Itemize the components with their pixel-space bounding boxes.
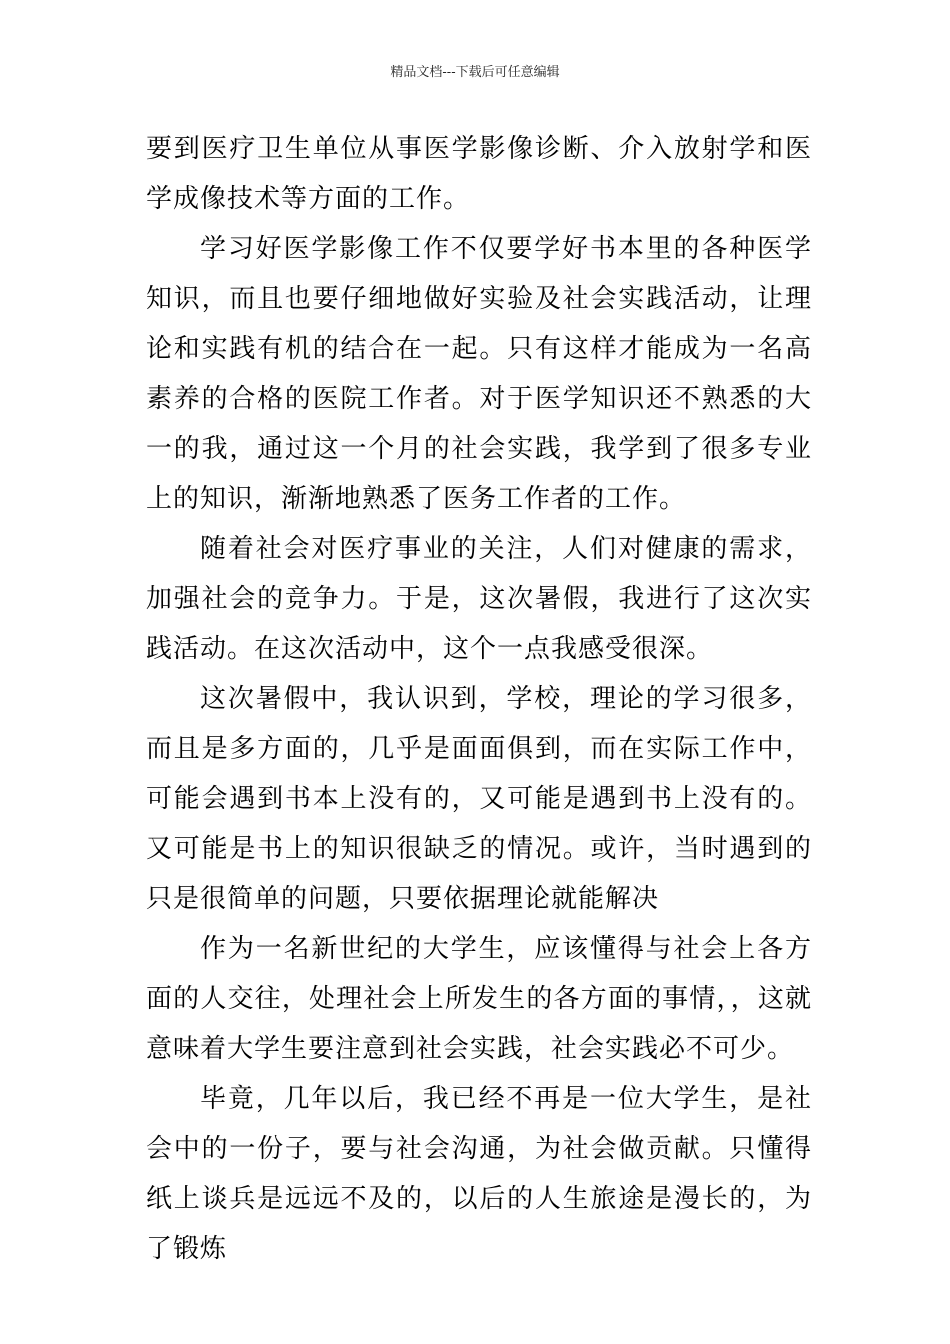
- paragraph: 随着社会对医疗事业的关注，人们对健康的需求，加强社会的竞争力。于是，这次暑假，我进行了这次实践活动。在这次活动中，这个一点我感受很深。: [146, 534, 812, 664]
- page-header: 精品文档---下载后可任意编辑: [390, 65, 560, 80]
- paragraph: 这次暑假中，我认识到，学校，理论的学习很多，而且是多方面的，几乎是面面俱到，而在实际工作中，可能会遇到书本上没有的，又可能是遇到书上没有的。又可能是书上的知识很缺乏的情况。或许，当时遇到的只是很简单的问题，只要依据理论就能解决: [146, 684, 812, 914]
- document-body: [146, 124, 812, 1274]
- paragraph: 作为一名新世纪的大学生，应该懂得与社会上各方面的人交往，处理社会上所发生的各方面的事情，，这就意味着大学生要注意到社会实践，社会实践必不可少。: [146, 934, 812, 1064]
- paragraph: 毕竟，几年以后，我已经不再是一位大学生，是社会中的一份子，要与社会沟通，为社会做贡献。只懂得纸上谈兵是远远不及的，以后的人生旅途是漫长的，为了锻炼: [146, 1084, 812, 1264]
- paragraph-continued: 要到医疗卫生单位从事医学影像诊断、介入放射学和医学成像技术等方面的工作。: [146, 134, 812, 214]
- paragraph: 学习好医学影像工作不仅要学好书本里的各种医学知识，而且也要仔细地做好实验及社会实践活动，让理论和实践有机的结合在一起。只有这样才能成为一名高素养的合格的医院工作者。对于医学知识还不熟悉的大一的我，通过这一个月的社会实践，我学到了很多专业上的知识，渐渐地熟悉了医务工作者的工作。: [146, 234, 812, 514]
